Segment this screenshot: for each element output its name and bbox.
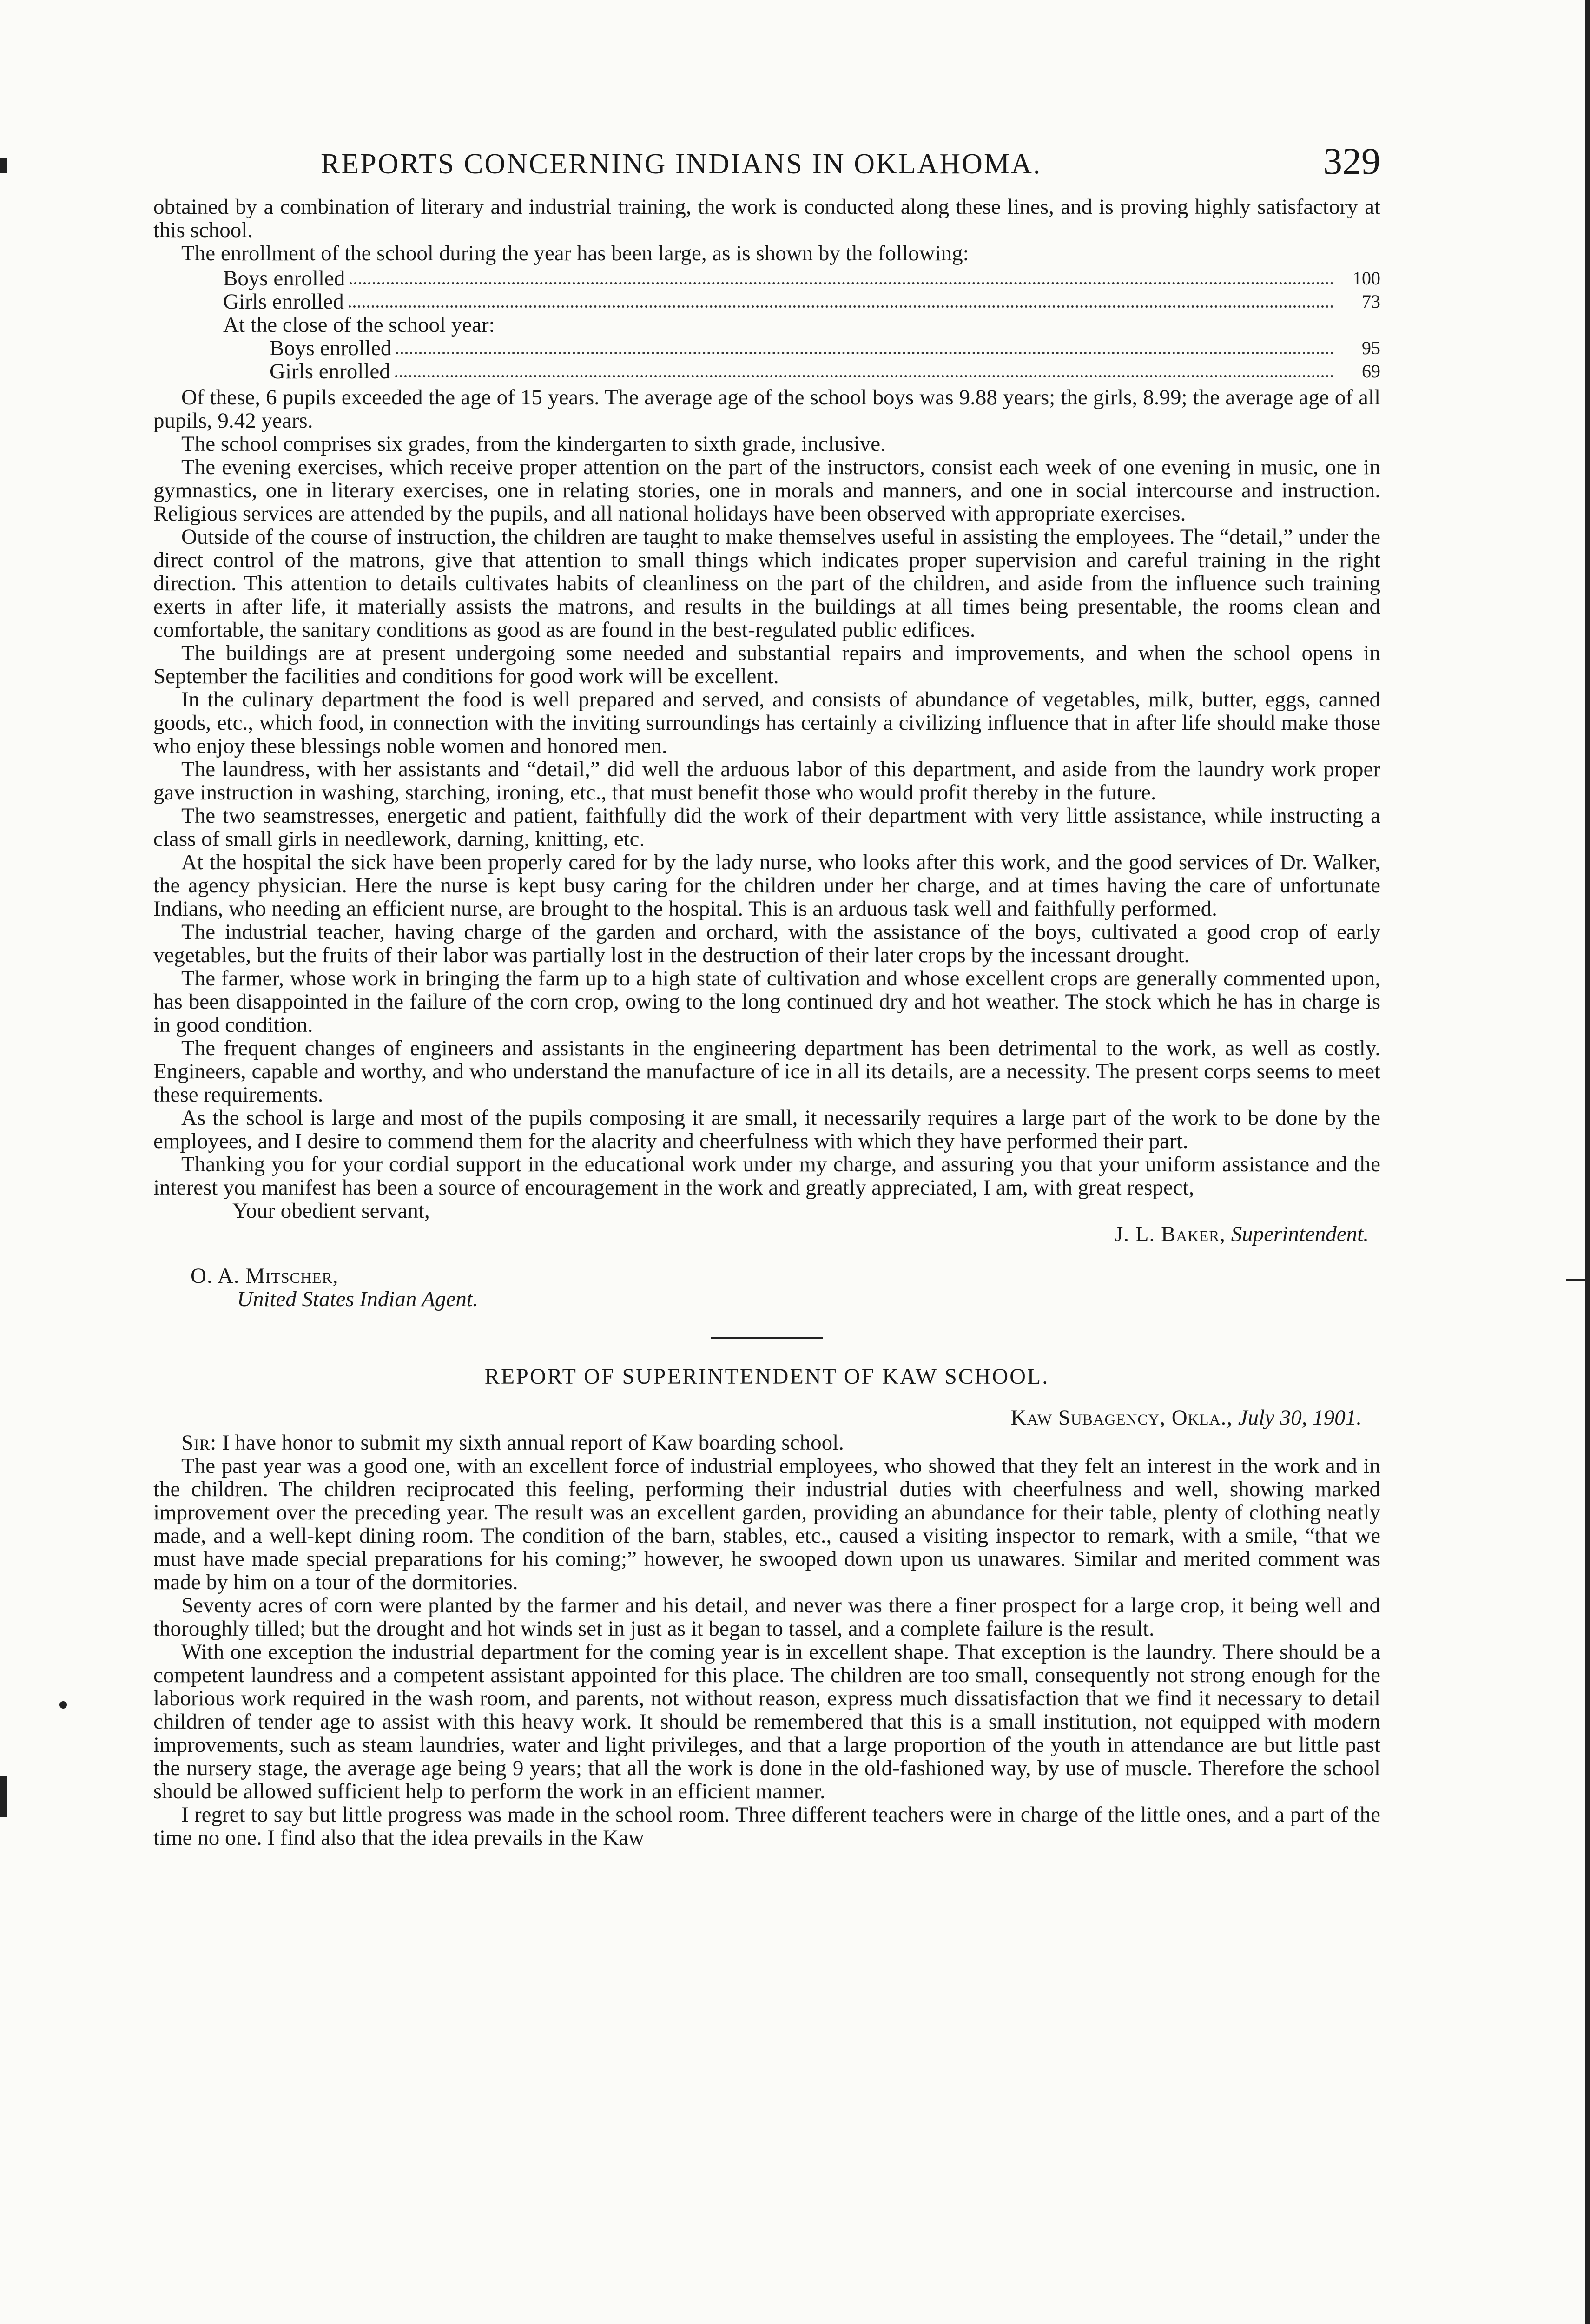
signer-name: J. L. Baker, (1115, 1222, 1226, 1246)
table-row (153, 360, 1380, 383)
margin-mark (0, 1776, 7, 1817)
enrollment-table (153, 267, 1380, 383)
paragraph: Outside of the course of instruction, the children are taught to make themselves useful in assisting the employees. The “detail,” under the direct control of the matrons, give that attention to small things which indicates proper supervision and careful training in the right direction. This attention to details cultivates habits of cleanliness on the part of the children, and aside from the influence such training exerts in after life, it materially assists the matrons, and results in the buildings at all times being presentable, the rooms clean and comfortable, the sanitary conditions as good as are found in the best-regulated public edifices. (153, 525, 1380, 642)
paragraph: The school comprises six grades, from the kindergarten to sixth grade, inclusive. (181, 432, 886, 456)
section-title: REPORT OF SUPERINTENDENT OF KAW SCHOOL. (484, 1364, 1049, 1389)
addressee-name-text: O. A. Mitscher, (191, 1264, 339, 1288)
paragraph: Seventy acres of corn were planted by the farmer and his detail, and never was there a finer prospect for a large crop, it being well and thoroughly tilled; but the drought and hot winds set in just as it began to tassel, and a complete failure is the result. (153, 1593, 1380, 1641)
report-body (153, 195, 1380, 1849)
paragraph-text: I have honor to submit my sixth annual report of Kaw boarding school. (222, 1431, 844, 1455)
paragraph: The enrollment of the school during the year has been large, as is shown by the following: (181, 241, 969, 265)
table-row (153, 267, 1380, 290)
paragraph: The buildings are at present undergoing some needed and substantial repairs and improvements, and when the school opens in September the facilities and conditions for good work will be excellent. (153, 641, 1380, 688)
paragraph: The laundress, with her assistants and “detail,” did well the arduous labor of this department, and aside from the laundry work proper gave instruction in washing, starching, ironing, etc., that must benefit those who would profit thereby in the future. (153, 757, 1380, 805)
row-label: Boys enrolled (270, 336, 392, 360)
page-number: 329 (1323, 140, 1380, 182)
row-value: 100 (1352, 268, 1380, 289)
row-label: Girls enrolled (270, 359, 390, 383)
running-header (153, 139, 1380, 195)
paragraph: The two seamstresses, energetic and patient, faithfully did the work of their department with very little assistance, while instructing a class of small girls in needlework, darning, knitting, etc. (153, 804, 1380, 851)
paragraph: obtained by a combination of literary and industrial training, the work is conducted along these lines, and is proving highly satisfactory at this school. (153, 195, 1380, 242)
paragraph: Thanking you for your cordial support in the educational work under my charge, and assuring you that your uniform assistance and the interest you manifest has been a source of encouragement in the work and greatly appreciated, I am, with great respect, (153, 1152, 1380, 1200)
row-label: At the close of the school year: (223, 313, 495, 337)
paragraph: I regret to say but little progress was made in the school room. Three different teachers were in charge of the little ones, and a part of the time no one. I find also that the idea prevails in the Kaw (153, 1802, 1380, 1850)
closing-line: Your obedient servant, (232, 1199, 430, 1223)
row-label: Girls enrolled (223, 290, 344, 314)
row-label: Boys enrolled (223, 266, 345, 290)
row-value: 95 (1362, 337, 1380, 358)
row-value: 73 (1362, 291, 1380, 312)
paragraph: The farmer, whose work in bringing the farm up to a high state of cultivation and whose excellent crops are generally commented upon, has been disappointed in the failure of the corn crop, owing to the long continued dry and hot weather. The stock which he has in charge is in good condition. (153, 966, 1380, 1037)
margin-mark (59, 1701, 67, 1709)
paragraph: With one exception the industrial department for the coming year is in excellent shape. That exception is the laundry. There should be a competent laundress and a competent assistant appointed for this place. The children are too small, consequently not strong enough for the laborious work required in the wash room, and parents, not without reason, express much dissatisfaction that we find it necessary to detail children of tender age to assist with this heavy work. It should be remembered that this is a small institution, not equipped with modern improvements, such as steam laundries, water and light privileges, and that a large proportion of the youth in attendance are but little past the nursery stage, the average age being 9 years; that all the work is done in the old-fashioned way, by use of muscle. Therefore the school should be allowed sufficient help to perform the work in an efficient manner. (153, 1640, 1380, 1803)
paragraph: The frequent changes of engineers and assistants in the engineering department has been detrimental to the work, as well as costly. Engineers, capable and worthy, and who understand the manufacture of ice in all its details, are a necessity. The present corps seems to meet these requirements. (153, 1036, 1380, 1107)
paragraph: The evening exercises, which receive proper attention on the part of the instructors, consist each week of one evening in music, one in gymnastics, one in literary exercises, one in relating stories, one in morals and manners, and one in social intercourse and instruction. Religious services are attended by the pupils, and all national holidays have been observed with appropriate exercises. (153, 455, 1380, 526)
dateline-place: Kaw Subagency, Okla., (1010, 1406, 1233, 1430)
paragraph: The past year was a good one, with an excellent force of industrial employees, who showed that they felt an interest in the work and in the children. The children reciprocated this feeling, performing their industrial duties with cheerfulness and well, showing marked improvement over the preceding year. The result was an excellent garden, providing an abundance for their table, plenty of clothing neatly made, and a well-kept dining room. The condition of the barn, stables, etc., caused a visiting inspector to remark, with a smile, “that we must have made special preparations for his coming;” however, he swooped down upon us unawares. Similar and merited comment was made by him on a tour of the dormitories. (153, 1454, 1380, 1594)
leader-dots (395, 375, 1334, 377)
paragraph: Of these, 6 pupils exceeded the age of 15 years. The average age of the school boys was 9.88 years; the girls, 8.99; the average age of all pupils, 9.42 years. (153, 385, 1380, 433)
table-row (153, 313, 1380, 337)
table-row (153, 290, 1380, 313)
addressee-title: United States Indian Agent. (237, 1287, 478, 1311)
leader-dots (349, 305, 1334, 308)
addressee-name (153, 1264, 1380, 1287)
margin-mark (0, 158, 7, 173)
running-title: REPORTS CONCERNING INDIANS IN OKLAHOMA. (321, 148, 1042, 180)
dateline-date: July 30, 1901. (1238, 1406, 1362, 1430)
page-content (153, 139, 1380, 1849)
row-value: 69 (1362, 361, 1380, 382)
page-edge (1585, 0, 1590, 2324)
signer-title: Superintendent. (1231, 1222, 1369, 1246)
section-divider (711, 1337, 823, 1339)
paragraph: As the school is large and most of the pupils composing it are small, it necessarily requires a large part of the work to be done by the employees, and I desire to commend them for the alacrity and cheerfulness with which they have performed their part. (153, 1106, 1380, 1153)
dateline (153, 1406, 1380, 1429)
paragraph (153, 1431, 1380, 1454)
paragraph: The industrial teacher, having charge of the garden and orchard, with the assistance of the boys, cultivated a good crop of early vegetables, but the fruits of their labor was partially lost in the destruction of their later crops by the incessant drought. (153, 920, 1380, 967)
salutation: Sir: (181, 1431, 217, 1455)
signature (153, 1222, 1380, 1246)
leader-dots (396, 352, 1334, 354)
margin-mark (1566, 1279, 1586, 1281)
paragraph: In the culinary department the food is well prepared and served, and consists of abundance of vegetables, milk, butter, eggs, canned goods, etc., which food, in connection with the inviting surroundings has certainly a civilizing influence that in after life should make those who enjoy these blessings noble women and honored men. (153, 687, 1380, 758)
table-row (153, 337, 1380, 360)
paragraph: At the hospital the sick have been properly cared for by the lady nurse, who looks after this work, and the good services of Dr. Walker, the agency physician. Here the nurse is kept busy caring for the children under her charge, and at times having the care of unfortunate Indians, who needing an efficient nurse, are brought to the hospital. This is an arduous task well and faithfully performed. (153, 850, 1380, 921)
leader-dots (350, 282, 1334, 284)
